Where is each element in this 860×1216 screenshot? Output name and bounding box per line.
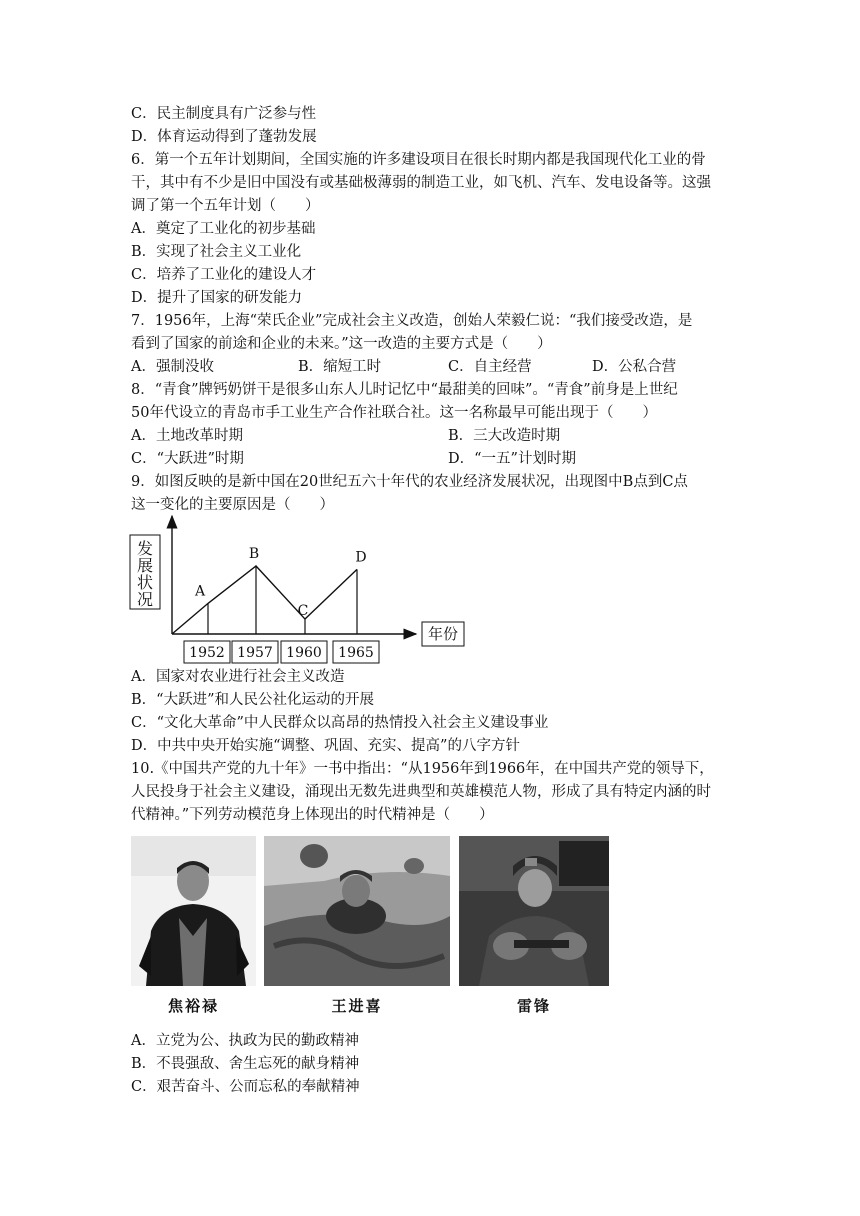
q9-stem-line-2: 这一变化的主要原因是（ ） bbox=[131, 497, 334, 513]
photo-caption-lei-feng: 雷锋 bbox=[516, 997, 551, 1015]
q10-option-a: A．立党为公、执政为民的勤政精神 bbox=[131, 1033, 359, 1049]
prev-option-c: C．民主制度具有广泛参与性 bbox=[131, 106, 317, 122]
q6-option-b: B．实现了社会主义工业化 bbox=[131, 244, 302, 260]
q10-option-c: C．艰苦奋斗、公而忘私的奉献精神 bbox=[131, 1079, 360, 1095]
photo-jiao-yulu bbox=[131, 836, 256, 1018]
q8-option-d: D．“一五”计划时期 bbox=[448, 451, 576, 467]
y-axis-label: 发展状况 bbox=[136, 539, 154, 609]
photo-caption-wang-jinxi: 王进喜 bbox=[331, 997, 383, 1015]
q6-stem-line-1: 6．第一个五年计划期间，全国实施的许多建设项目在很长时期内都是我国现代化工业的骨 bbox=[131, 152, 706, 168]
point-label-D: D bbox=[355, 549, 367, 566]
q7-option-b: B．缩短工时 bbox=[298, 359, 382, 375]
q6-option-a: A．奠定了工业化的初步基础 bbox=[131, 221, 316, 237]
q9-option-c: C．“文化大革命”中人民群众以高昂的热情投入社会主义建设事业 bbox=[131, 715, 549, 731]
q6-option-d: D．提升了国家的研发能力 bbox=[131, 290, 303, 306]
q7-option-d: D．公私合营 bbox=[592, 359, 677, 375]
q6-stem-line-3: 调了第一个五年计划（ ） bbox=[131, 198, 320, 214]
q8-stem-line-1: 8．“青食”牌钙奶饼干是很多山东人儿时记忆中“最甜美的回味”。“青食”前身是上世纪 bbox=[131, 382, 678, 398]
portrait-image bbox=[131, 836, 256, 986]
q9-option-d: D．中共中央开始实施“调整、巩固、充实、提高”的八字方针 bbox=[131, 738, 520, 754]
photo-caption-jiao-yulu: 焦裕禄 bbox=[167, 997, 219, 1015]
q8-option-c: C．“大跃进”时期 bbox=[131, 451, 244, 467]
q6-option-c: C．培养了工业化的建设人才 bbox=[131, 267, 317, 283]
mud-pit-image bbox=[264, 836, 450, 986]
x-axis-label: 年份 bbox=[427, 625, 459, 643]
agriculture-development-chart bbox=[128, 510, 468, 670]
q8-stem-line-2: 50年代设立的青岛市手工业生产合作社联合社。这一名称最早可能出现于（ ） bbox=[131, 405, 657, 421]
photo-lei-feng bbox=[459, 836, 609, 1018]
q8-option-a: A．土地改革时期 bbox=[131, 428, 243, 444]
q7-option-c: C．自主经营 bbox=[448, 359, 532, 375]
soldier-image bbox=[459, 836, 609, 986]
point-label-A: A bbox=[194, 583, 206, 600]
x-tick-label-1965: 1965 bbox=[338, 645, 374, 661]
q10-stem-line-3: 代精神。”下列劳动模范身上体现出的时代精神是（ ） bbox=[131, 807, 494, 823]
q7-stem-line-1: 7．1956年，上海“荣氏企业”完成社会主义改造，创始人荣毅仁说：“我们接受改造，是 bbox=[131, 313, 693, 329]
q7-option-a: A．强制没收 bbox=[131, 359, 214, 375]
q9-option-a: A．国家对农业进行社会主义改造 bbox=[131, 669, 345, 685]
q9-stem-line-1: 9．如图反映的是新中国在20世纪五六十年代的农业经济发展状况，出现图中B点到C点 bbox=[131, 474, 688, 490]
prev-option-d: D．体育运动得到了蓬勃发展 bbox=[131, 129, 317, 145]
trend-line bbox=[172, 566, 357, 634]
q10-stem-line-1: 10.《中国共产党的九十年》一书中指出：“从1956年到1966年，在中国共产党的领导下， bbox=[131, 761, 714, 777]
q8-option-b: B．三大改造时期 bbox=[448, 428, 561, 444]
photo-wang-jinxi bbox=[264, 836, 450, 1018]
x-tick-label-1957: 1957 bbox=[237, 645, 273, 661]
q9-option-b: B．“大跃进”和人民公社化运动的开展 bbox=[131, 692, 374, 708]
point-label-B: B bbox=[248, 546, 260, 562]
q6-stem-line-2: 干，其中有不少是旧中国没有或基础极薄弱的制造工业，如飞机、汽车、发电设备等。这强 bbox=[131, 175, 711, 191]
x-tick-label-1952: 1952 bbox=[189, 645, 225, 661]
q10-option-b: B．不畏强敌、舍生忘死的献身精神 bbox=[131, 1056, 360, 1072]
q10-stem-line-2: 人民投身于社会主义建设，涌现出无数先进典型和英雄模范人物，形成了具有特定内涵的时 bbox=[131, 784, 711, 800]
q7-stem-line-2: 看到了国家的前途和企业的未来。”这一改造的主要方式是（ ） bbox=[131, 336, 552, 352]
point-label-C: C bbox=[297, 603, 309, 620]
x-tick-label-1960: 1960 bbox=[286, 645, 322, 661]
